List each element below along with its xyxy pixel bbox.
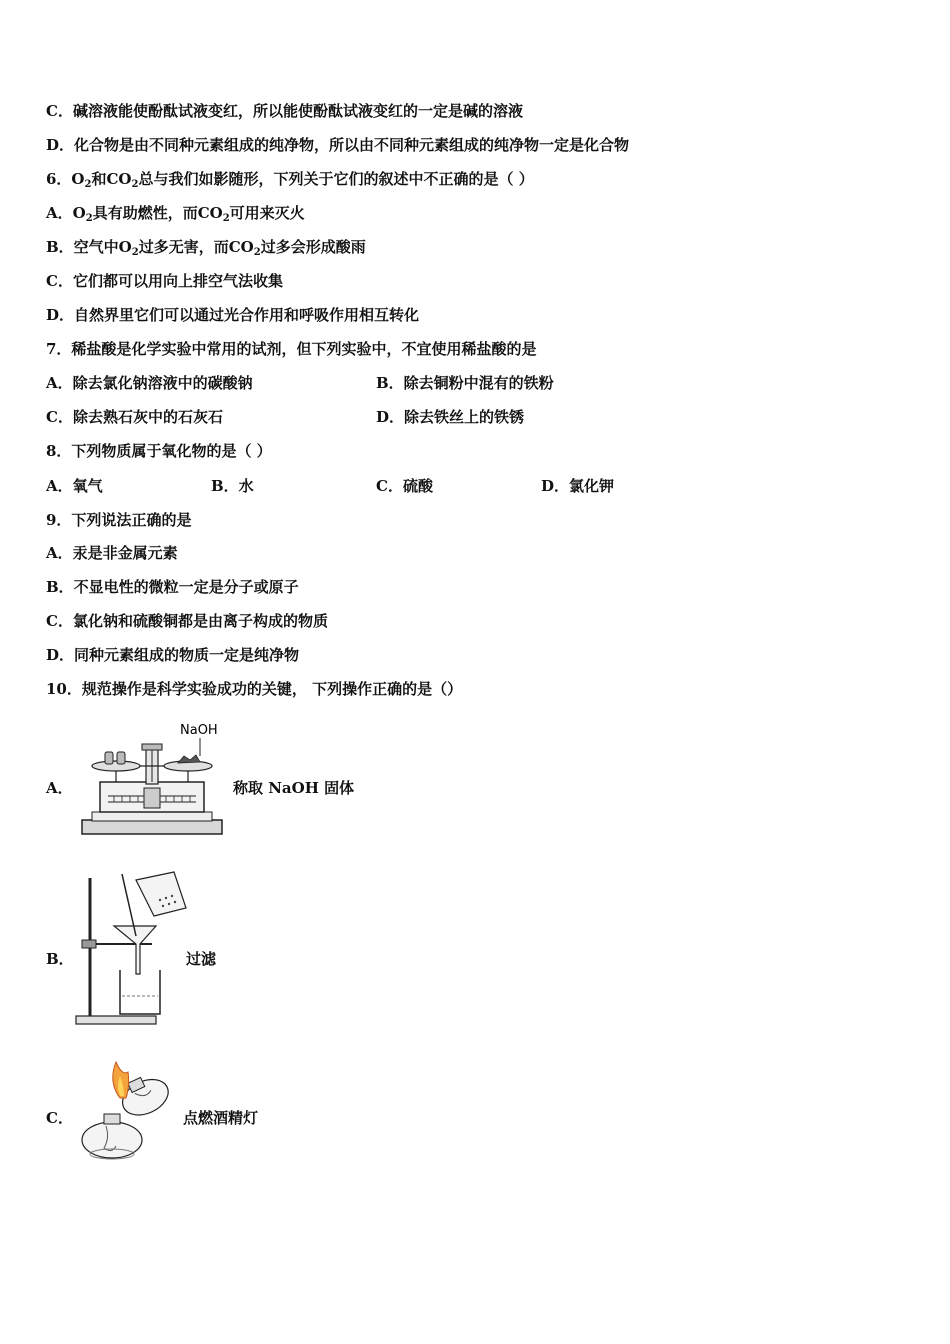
- q6-option-d: D．自然界里它们可以通过光合作用和呼吸作用相互转化: [46, 306, 420, 324]
- q8-option-d: D．氯化钾: [541, 477, 615, 495]
- q9-option-b: B．不显电性的微粒一定是分子或原子: [46, 578, 299, 596]
- q10-option-b-caption: 过滤: [186, 950, 217, 968]
- q7-stem: 7．稀盐酸是化学实验中常用的试剂，但下列实验中，不宜使用稀盐酸的是: [46, 340, 537, 358]
- q5-option-c: C．碱溶液能使酚酞试液变红，所以能使酚酞试液变红的一定是碱的溶液: [46, 102, 523, 120]
- q9-option-c: C．氯化钠和硫酸铜都是由离子构成的物质: [46, 612, 328, 630]
- q10-option-c-caption: 点燃酒精灯: [183, 1109, 259, 1127]
- q8-option-b: B．水: [211, 477, 254, 495]
- q8-option-a: A．氧气: [46, 477, 103, 495]
- q7-option-b: B．除去铜粉中混有的铁粉: [376, 374, 554, 392]
- filtration-figure: [70, 870, 194, 1030]
- q9-option-a: A．汞是非金属元素: [46, 544, 178, 562]
- q9-stem: 9．下列说法正确的是: [46, 511, 192, 529]
- balance-figure: [78, 716, 228, 840]
- q6-option-b: B．空气中$O_2$过多无害，而$CO_2$过多会形成酸雨: [46, 238, 366, 258]
- naoh-label: NaOH: [180, 723, 218, 738]
- q7-option-a: A．除去氯化钠溶液中的碳酸钠: [46, 374, 253, 392]
- q10-option-a-caption: 称取 NaOH 固体: [233, 779, 355, 797]
- q5-option-d: D．化合物是由不同种元素组成的纯净物，所以由不同种元素组成的纯净物一定是化合物: [46, 136, 630, 154]
- q9-option-d: D．同种元素组成的物质一定是纯净物: [46, 646, 300, 664]
- q10-option-b-label: B．: [46, 950, 74, 968]
- q10-stem: 10．规范操作是科学实验成功的关键， 下列操作正确的是（）: [46, 680, 463, 698]
- q6-option-a: A．$O_2$具有助燃性，而$CO_2$可用来灭火: [46, 204, 305, 224]
- q6-option-c: C．它们都可以用向上排空气法收集: [46, 272, 283, 290]
- q8-stem: 8．下列物质属于氧化物的是（ ）: [46, 442, 272, 460]
- alcohol-lamp-figure: [76, 1054, 176, 1166]
- q10-option-a-label: A．: [46, 779, 73, 797]
- q7-option-d: D．除去铁丝上的铁锈: [376, 408, 525, 426]
- q8-option-c: C．硫酸: [376, 477, 433, 495]
- q6-stem: 6．$O_2$和$CO_2$总与我们如影随形，下列关于它们的叙述中不正确的是（ ）: [46, 170, 534, 190]
- q7-option-c: C．除去熟石灰中的石灰石: [46, 408, 223, 426]
- q10-option-c-label: C．: [46, 1109, 73, 1127]
